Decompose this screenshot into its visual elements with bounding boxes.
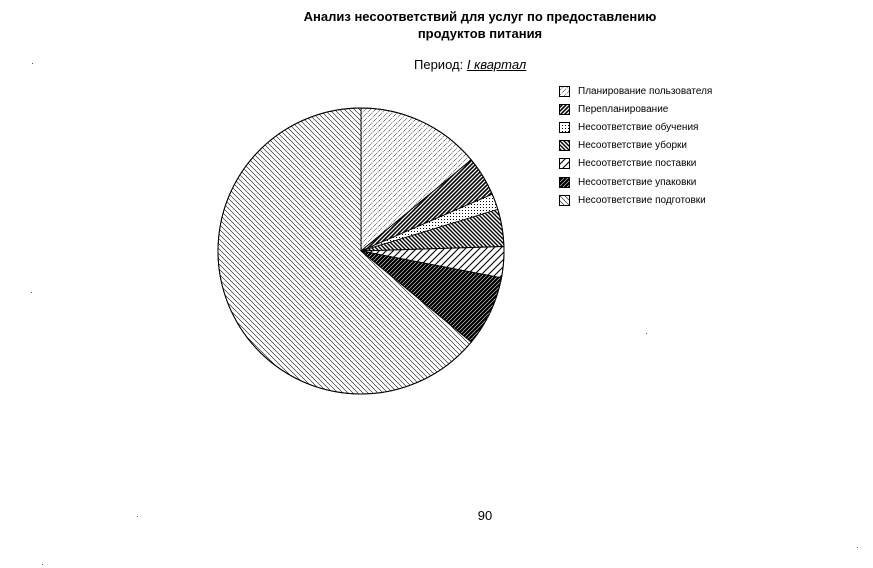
page-number: 90 [477,508,493,523]
legend-label: Несоответствие уборки [578,140,688,152]
legend-swatch [559,104,570,115]
scan-speck [42,564,43,565]
legend-swatch [559,140,570,151]
legend-label: Несоответствие обучения [578,121,699,133]
legend-item [559,137,712,155]
legend-swatch [559,122,570,133]
legend-label: Несоответствие поставки [578,158,697,170]
legend-swatch [559,86,570,97]
chart-title-line-2: продуктов питания [417,26,543,41]
legend-swatch [559,177,570,188]
legend-item [559,118,712,136]
pie-slices [218,108,504,394]
legend-label: Несоответствие упаковки [578,176,697,188]
legend-item [559,82,712,100]
legend-label: Несоответствие подготовки [578,194,706,206]
period-label: Период: [414,57,464,72]
legend-label: Планирование пользователя [578,85,713,97]
period-value: I квартал [466,57,527,72]
legend [559,82,712,209]
scan-speck [646,333,647,334]
legend-item [559,173,712,191]
scan-speck [32,63,33,64]
scan-speck [857,547,858,548]
scan-speck [31,292,32,293]
legend-item [559,155,712,173]
legend-item [559,100,712,118]
legend-swatch [559,158,570,169]
chart-title-line-1: Анализ несоответствий для услуг по предоставлению [303,9,657,24]
legend-swatch [559,195,570,206]
legend-label: Перепланирование [578,103,669,115]
legend-item [559,191,712,209]
scan-speck [137,516,138,517]
